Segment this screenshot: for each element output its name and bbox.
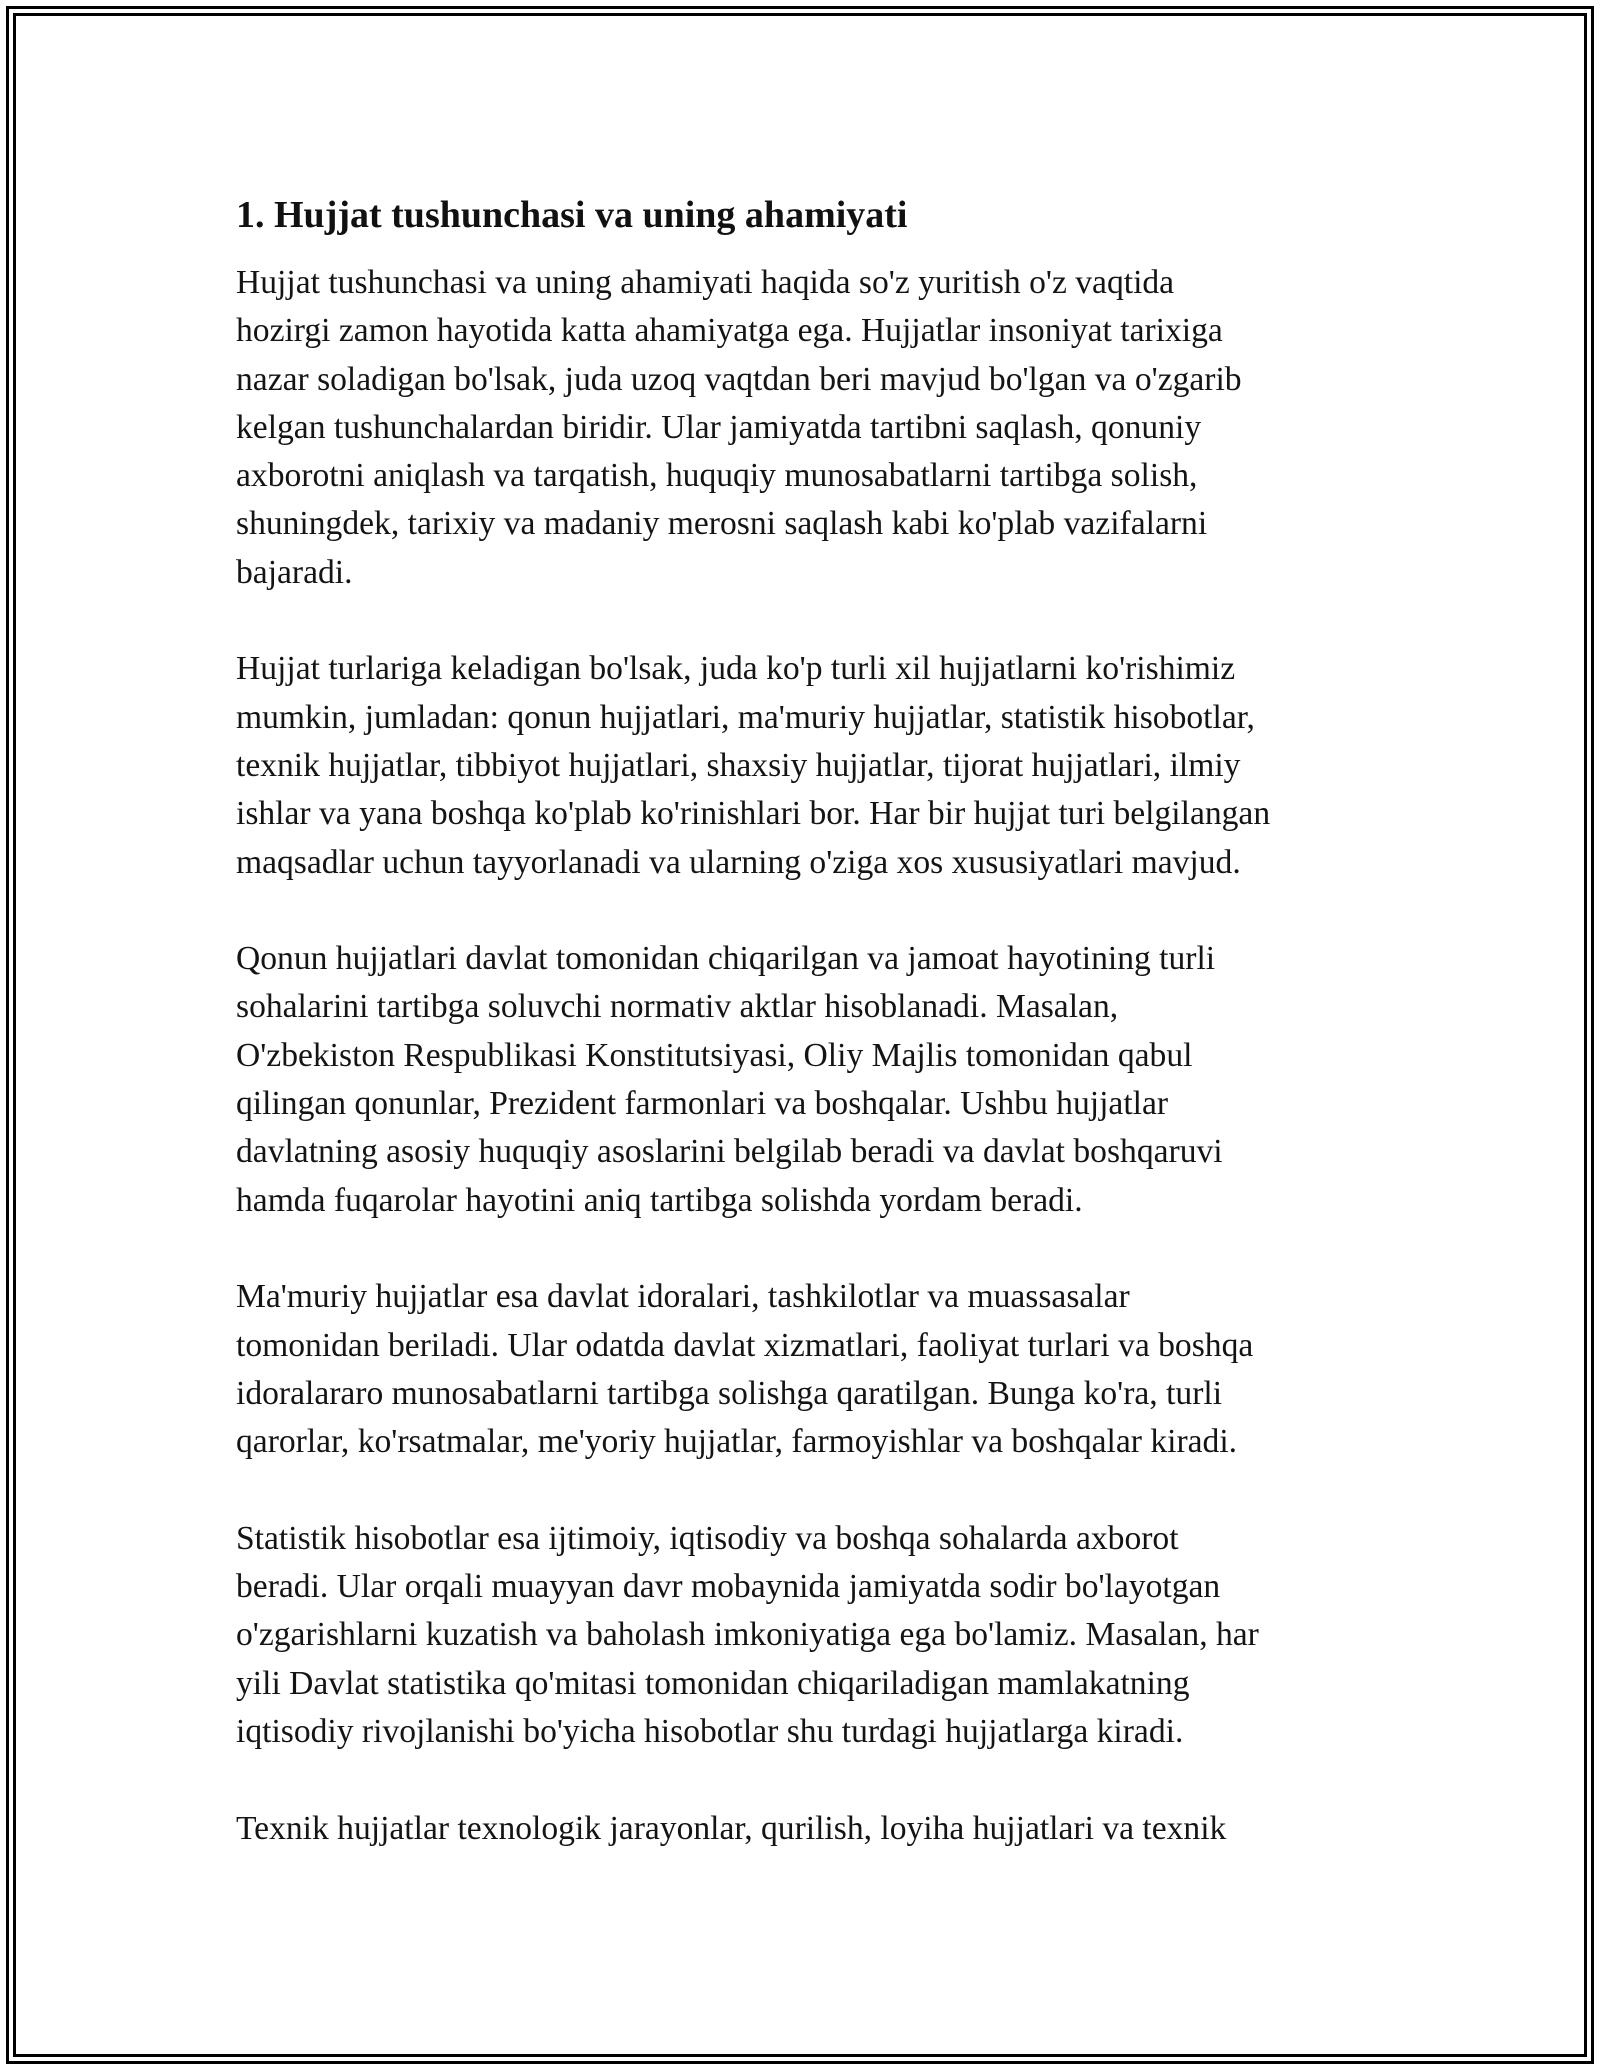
paragraph-administrative-documents	[236, 1273, 1386, 1466]
paragraph-document-types	[236, 645, 1386, 886]
text-line: idoralararo munosabatlarni tartibga solishga qaratilgan. Bunga ko'ra, turli	[236, 1374, 1223, 1412]
text-line: iqtisodiy rivojlanishi bo'yicha hisobotlar shu turdagi hujjatlarga kiradi.	[236, 1712, 1184, 1750]
text-line: texnik hujjatlar, tibbiyot hujjatlari, shaxsiy hujjatlar, tijorat hujjatlari, ilmiy	[236, 746, 1241, 784]
text-line: maqsadlar uchun tayyorlanadi va ularning o'ziga xos xususiyatlari mavjud.	[236, 843, 1241, 881]
text-line: kelgan tushunchalardan biridir. Ular jamiyatda tartibni saqlash, qonuniy	[236, 408, 1202, 446]
paragraph-technical-documents	[236, 1805, 1386, 1853]
text-line: o'zgarishlarni kuzatish va baholash imkoniyatiga ega bo'lamiz. Masalan, har	[236, 1616, 1259, 1654]
text-line: Statistik hisobotlar esa ijtimoiy, iqtisodiy va boshqa sohalarda axborot	[236, 1519, 1179, 1557]
text-line: mumkin, jumladan: qonun hujjatlari, ma'muriy hujjatlar, statistik hisobotlar,	[236, 698, 1255, 736]
text-line: yili Davlat statistika qo'mitasi tomonidan chiqariladigan mamlakatning	[236, 1664, 1190, 1702]
text-line: nazar soladigan bo'lsak, juda uzoq vaqtdan beri mavjud bo'lgan va o'zgarib	[236, 360, 1242, 398]
text-line: ishlar va yana boshqa ko'plab ko'rinishlari bor. Har bir hujjat turi belgilangan	[236, 795, 1271, 833]
text-line: Qonun hujjatlari davlat tomonidan chiqarilgan va jamoat hayotining turli	[236, 940, 1216, 978]
text-line: axborotni aniqlash va tarqatish, huquqiy munosabatlarni tartibga solish,	[236, 457, 1198, 495]
text-line: qarorlar, ko'rsatmalar, me'yoriy hujjatlar, farmoyishlar va boshqalar kiradi.	[236, 1423, 1238, 1461]
text-line: beradi. Ular orqali muayyan davr mobaynida jamiyatda sodir bo'layotgan	[236, 1568, 1221, 1606]
text-line: Texnik hujjatlar texnologik jarayonlar, qurilish, loyiha hujjatlari va texnik	[236, 1809, 1227, 1847]
text-line: Hujjat tushunchasi va uning ahamiyati haqida so'z yuritish o'z vaqtida	[236, 264, 1175, 301]
text-line: hozirgi zamon hayotida katta ahamiyatga ega. Hujjatlar insoniyat tarixiga	[236, 312, 1223, 350]
paragraph-legal-documents	[236, 935, 1386, 1225]
text-line: Ma'muriy hujjatlar esa davlat idoralari, tashkilotlar va muassasalar	[236, 1278, 1130, 1316]
text-line: hamda fuqarolar hayotini aniq tartibga solishda yordam beradi.	[236, 1181, 1083, 1219]
section-heading: 1. Hujjat tushunchasi va uning ahamiyati	[236, 194, 908, 236]
text-line: sohalarini tartibga soluvchi normativ aktlar hisoblanadi. Masalan,	[236, 988, 1119, 1026]
paragraph-definition	[236, 259, 1386, 597]
document-body	[236, 185, 1386, 1853]
paragraph-statistical-reports	[236, 1515, 1386, 1756]
text-line: bajaradi.	[236, 553, 353, 591]
text-line: tomonidan beriladi. Ular odatda davlat xizmatlari, faoliyat turlari va boshqa	[236, 1326, 1254, 1364]
text-line: shuningdek, tarixiy va madaniy merosni saqlash kabi ko'plab vazifalarni	[236, 505, 1208, 543]
text-line: O'zbekiston Respublikasi Konstitutsiyasi, Oliy Majlis tomonidan qabul	[236, 1036, 1193, 1074]
text-line: qilingan qonunlar, Prezident farmonlari va boshqalar. Ushbu hujjatlar	[236, 1085, 1169, 1123]
text-line: Hujjat turlariga keladigan bo'lsak, juda ko'p turli xil hujjatlarni ko'rishimiz	[236, 650, 1236, 688]
text-line: davlatning asosiy huquqiy asoslarini belgilab beradi va davlat boshqaruvi	[236, 1133, 1223, 1171]
